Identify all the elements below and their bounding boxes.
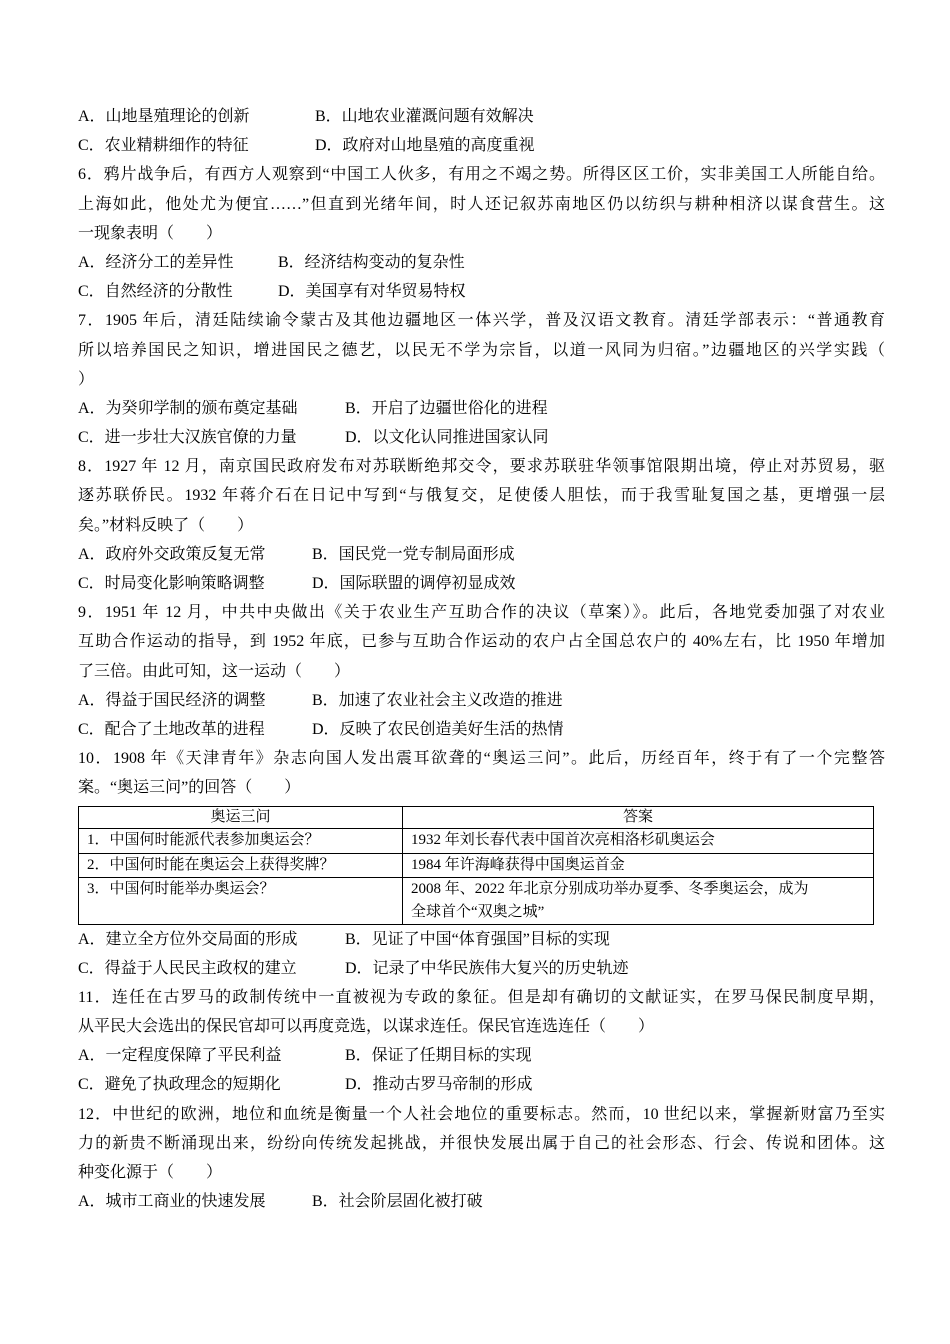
question-stem-line: 8．1927 年 12 月，南京国民政府发布对苏联断绝邦交令，要求苏联驻华领事馆限期出境，停止对苏贸易，驱 — [78, 458, 885, 476]
option-b: B．加速了农业社会主义改造的推进 — [312, 691, 563, 709]
question-stem-line: 6．鸦片战争后，有西方人观察到“中国工人伙多，有用之不竭之势。所得区区工价，实非美国工人所能自给。 — [78, 166, 885, 184]
option-b: B．经济结构变动的复杂性 — [278, 253, 465, 271]
question-stem-line: 矣。”材料反映了（ ） — [78, 516, 254, 534]
option-d: D．推动古罗马帝制的形成 — [345, 1076, 533, 1094]
option-c: C．避免了执政理念的短期化 — [78, 1076, 281, 1094]
question-stem-line: 9．1951 年 12 月，中共中央做出《关于农业生产互助合作的决议（草案）》。此后，各地党委加强了对农业 — [78, 604, 885, 622]
question-stem-line: 上海如此，他处尤为便宜……”但直到光绪年间，时人还记叙苏南地区仍以纺织与耕种相济以谋食营生。这 — [78, 195, 885, 213]
question-stem-line: 所以培养国民之知识，增进国民之德艺，以民无不学为宗旨，以道一风同为归宿。”边疆地区的兴学实践（ — [78, 341, 885, 359]
option-c: C．农业精耕细作的特征 — [78, 137, 249, 155]
question-stem-line: 10．1908 年《天津青年》杂志向国人发出震耳欲聋的“奥运三问”。此后，历经百年，终于有了一个完整答 — [78, 750, 885, 768]
question-7 — [78, 306, 885, 452]
table-row — [79, 853, 874, 877]
table-cell-question: 2．中国何时能在奥运会上获得奖牌？ — [79, 853, 403, 877]
option-row — [78, 1187, 885, 1216]
table-row — [79, 828, 874, 853]
option-d: D．记录了中华民族伟大复兴的历史轨迹 — [345, 959, 629, 977]
answer-line: 全球首个“双奥之城” — [411, 903, 545, 920]
option-row — [78, 954, 885, 983]
option-d: D．国际联盟的调停初显成效 — [312, 575, 516, 592]
question-stem-line: 互助合作运动的指导，到 1952 年底，已参与互助合作运动的农户占全国总农户的 40%左右，比 1950 年增加 — [78, 633, 885, 651]
option-row — [78, 131, 885, 160]
option-b: B．社会阶层固化被打破 — [312, 1193, 483, 1211]
option-c: C．自然经济的分散性 — [78, 283, 233, 301]
option-b: B．保证了任期目标的实现 — [345, 1047, 532, 1065]
table-cell-answer — [403, 877, 874, 924]
option-a: A．经济分工的差异性 — [78, 253, 234, 271]
table-row — [79, 877, 874, 924]
option-a: A．城市工商业的快速发展 — [78, 1193, 266, 1211]
option-d: D．以文化认同推进国家认同 — [345, 429, 549, 447]
question-stem-line: 7．1905 年后，清廷陆续谕令蒙古及其他边疆地区一体兴学，普及汉语文教育。清廷学部表示：“普通教育 — [78, 312, 885, 330]
option-row — [78, 394, 885, 423]
option-a: A．山地垦殖理论的创新 — [78, 108, 250, 125]
option-d: D．美国享有对华贸易特权 — [278, 283, 466, 301]
option-b: B．山地农业灌溉问题有效解决 — [315, 108, 534, 125]
table-header-cell: 答案 — [403, 806, 874, 828]
question-10 — [78, 744, 885, 983]
question-stem-line: 案。“奥运三问”的回答（ ） — [78, 779, 301, 797]
table-cell-answer: 1932 年刘长春代表中国首次亮相洛杉矶奥运会 — [403, 828, 874, 853]
option-row — [78, 1041, 885, 1070]
option-row — [78, 686, 885, 715]
question-6 — [78, 160, 885, 306]
question-stem-line: 力的新贵不断涌现出来，纷纷向传统发起挑战，并很快发展出属于自己的社会形态、行会、传说和团体。这 — [78, 1134, 885, 1152]
table-header-row — [79, 806, 874, 828]
option-row — [78, 423, 885, 452]
option-a: A．为癸卯学制的颁布奠定基础 — [78, 399, 298, 417]
question-stem-line: 种变化源于（ ） — [78, 1164, 223, 1181]
question-stem-line: 一现象表明（ ） — [78, 224, 223, 242]
question-stem-line: ） — [78, 370, 95, 388]
option-row — [78, 102, 885, 131]
option-c: C．配合了土地改革的进程 — [78, 720, 265, 738]
question-11 — [78, 983, 885, 1100]
exam-page — [78, 102, 885, 1216]
option-c: C．得益于人民民主政权的建立 — [78, 959, 297, 977]
table-cell-answer: 1984 年许海峰获得中国奥运首金 — [403, 853, 874, 877]
question-stem-line: 11．连任在古罗马的政制传统中一直被视为专政的象征。但是却有确切的文献证实，在罗马保民制度早期， — [78, 988, 885, 1006]
option-a: A．政府外交政策反复无常 — [78, 545, 266, 563]
option-a: A．得益于国民经济的调整 — [78, 691, 266, 709]
option-row — [78, 540, 885, 569]
question-12 — [78, 1100, 885, 1217]
option-c: C．进一步壮大汉族官僚的力量 — [78, 429, 297, 447]
option-row — [78, 248, 885, 277]
option-row — [78, 277, 885, 306]
option-row — [78, 569, 885, 598]
olympic-questions-table — [78, 806, 874, 925]
option-b: B．开启了边疆世俗化的进程 — [345, 399, 548, 417]
question-5-options — [78, 102, 885, 160]
option-a: A．建立全方位外交局面的形成 — [78, 930, 298, 948]
option-c: C．时局变化影响策略调整 — [78, 575, 265, 592]
question-stem-line: 12．中世纪的欧洲，地位和血统是衡量一个人社会地位的重要标志。然而，10 世纪以来，掌握新财富乃至实 — [78, 1105, 885, 1123]
option-a: A．一定程度保障了平民利益 — [78, 1047, 282, 1065]
option-d: D．反映了农民创造美好生活的热情 — [312, 720, 564, 738]
option-b: B．国民党一党专制局面形成 — [312, 545, 515, 563]
option-b: B．见证了中国“体育强国”目标的实现 — [345, 930, 610, 948]
question-stem-line: 从平民大会选出的保民官却可以再度竞选，以谋求连任。保民官连选连任（ ） — [78, 1018, 655, 1036]
question-9 — [78, 598, 885, 744]
option-d: D．政府对山地垦殖的高度重视 — [315, 137, 535, 155]
question-stem-line: 了三倍。由此可知，这一运动（ ） — [78, 662, 351, 680]
question-8 — [78, 452, 885, 598]
answer-line: 2008 年、2022 年北京分别成功举办夏季、冬季奥运会，成为 — [411, 880, 809, 897]
table-cell-question: 3．中国何时能举办奥运会？ — [79, 877, 403, 924]
table-header-cell: 奥运三问 — [79, 806, 403, 828]
table-cell-question: 1．中国何时能派代表参加奥运会？ — [79, 828, 403, 853]
option-row — [78, 925, 885, 954]
option-row — [78, 715, 885, 744]
question-stem-line: 逐苏联侨民。1932 年蒋介石在日记中写到“与俄复交，足使倭人胆怯，而于我雪耻复国之基，更增强一层 — [78, 487, 885, 505]
option-row — [78, 1070, 885, 1099]
